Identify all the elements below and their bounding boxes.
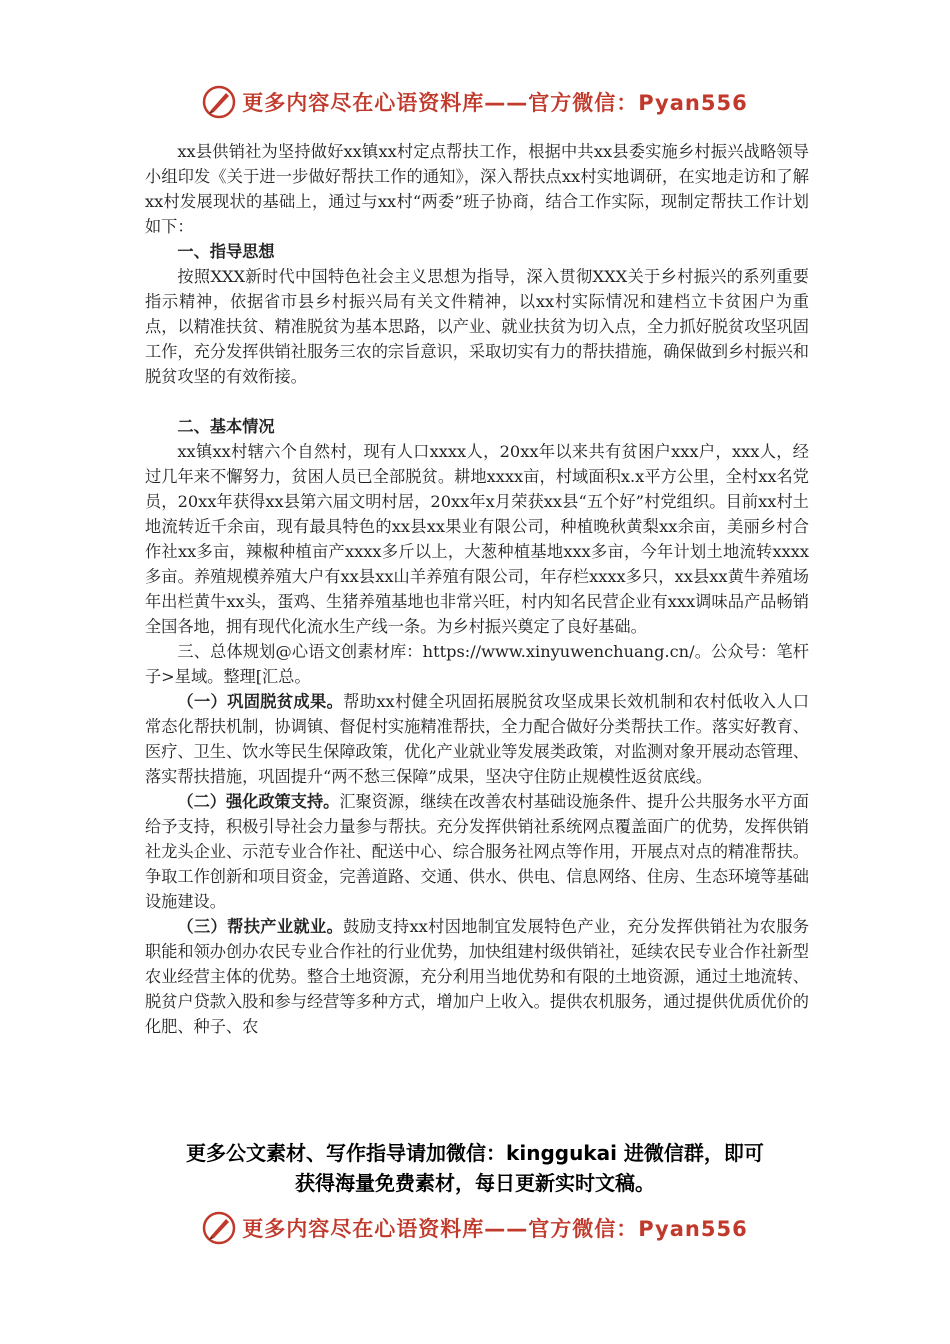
item1-paragraph — [145, 689, 809, 789]
item3-title: （三）帮扶产业就业。 — [177, 917, 344, 936]
spacer — [145, 389, 809, 414]
watermark-brand: 更多内容尽在心语资料库——官方微信： — [242, 91, 639, 115]
watermark-footer — [0, 1208, 950, 1248]
section3-line: 三、总体规划@心语文创素材库：https://www.xinyuwenchuang.cn/。公众号：笔杆子>星域。整理[汇总。 — [145, 642, 809, 686]
item3-body: 鼓励支持xx村因地制宜发展特色产业，充分发挥供销社为农服务职能和领办创办农民专业合作社的行业优势，加快组建村级供销社，延续农民专业合作社新型农业经营主体的优势。整合土地资源，充分利用当地优势和有限的土地资源，通过土地流转、脱贫户贷款入股和参与经营等多种方式，增加户上收入。提供农机服务，通过提供优质优价的化肥、种子、农 — [145, 917, 810, 1036]
pen-logo-icon — [202, 1211, 236, 1245]
promo-line-1: 更多公文素材、写作指导请加微信：kinggukai 进微信群，即可 — [186, 1141, 764, 1165]
watermark-id: Pyan556 — [638, 1217, 748, 1241]
watermark-text — [242, 1213, 747, 1243]
intro-paragraph: xx县供销社为坚持做好xx镇xx村定点帮扶工作，根据中共xx县委实施乡村振兴战略领导小组印发《关于进一步做好帮扶工作的通知》，深入帮扶点xx村实地调研，在实地走访和了解xx村发展现状的基础上，通过与xx村“两委”班子协商，结合工作实际，现制定帮扶工作计划如下： — [145, 142, 809, 236]
watermark-brand: 更多内容尽在心语资料库——官方微信： — [242, 1217, 639, 1241]
promo-banner — [0, 1138, 950, 1198]
item1-body: 帮助xx村健全巩固拓展脱贫攻坚成果长效机制和农村低收入人口常态化帮扶机制，协调镇、督促村实施精准帮扶，全力配合做好分类帮扶工作。落实好教育、医疗、卫生、饮水等民生保障政策，优化产业就业等发展类政策，对监测对象开展动态管理、落实帮扶措施，巩固提升“两不愁三保障”成果，坚决守住防止规模性返贫底线。 — [145, 692, 810, 786]
section2-paragraph: xx镇xx村辖六个自然村，现有人口xxxx人，20xx年以来共有贫困户xxx户，xxx人，经过几年来不懈努力，贫困人员已全部脱贫。耕地xxxx亩，村域面积x.x平方公里，全村xx名党员，20xx年获得xx县第六届文明村居，20xx年x月荣获xx县“五个好”村党组织。目前xx村土地流转近千余亩，现有最具特色的xx县xx果业有限公司，种植晚秋黄梨xx余亩，美丽乡村合作社xx多亩，辣椒种植亩产xxxx多斤以上，大葱种植基地xxx多亩，今年计划土地流转xxxx多亩。养殖规模养殖大户有xx县xx山羊养殖有限公司，年存栏xxxx多只，xx县xx黄牛养殖场年出栏黄牛xx头，蛋鸡、生猪养殖基地也非常兴旺，村内知名民营企业有xxx调味品产品畅销全国各地，拥有现代化流水生产线一条。为乡村振兴奠定了良好基础。 — [145, 442, 809, 636]
watermark-header — [0, 82, 950, 122]
item2-paragraph — [145, 789, 809, 914]
item3-paragraph — [145, 914, 809, 1039]
watermark-text — [242, 87, 747, 117]
document-body — [145, 139, 809, 1039]
item2-body: 汇聚资源，继续在改善农村基础设施条件、提升公共服务水平方面给予支持，积极引导社会力量参与帮扶。充分发挥供销社系统网点覆盖面广的优势，发挥供销社龙头企业、示范专业合作社、配送中心、综合服务社网点等作用，开展点对点的精准帮扶。争取工作创新和项目资金，完善道路、交通、供水、供电、信息网络、住房、生态环境等基础设施建设。 — [145, 792, 809, 911]
section1-heading: 一、指导思想 — [177, 242, 275, 261]
item1-title: （一）巩固脱贫成果。 — [177, 692, 344, 711]
item2-title: （二）强化政策支持。 — [177, 792, 340, 811]
promo-line-2: 获得海量免费素材，每日更新实时文稿。 — [295, 1171, 655, 1195]
watermark-id: Pyan556 — [638, 91, 748, 115]
section1-paragraph: 按照XXX新时代中国特色社会主义思想为指导，深入贯彻XXX关于乡村振兴的系列重要指示精神，依据省市县乡村振兴局有关文件精神，以xx村实际情况和建档立卡贫困户为重点，以精准扶贫、精准脱贫为基本思路，以产业、就业扶贫为切入点，全力抓好脱贫攻坚巩固工作，充分发挥供销社服务三农的宗旨意识，采取切实有力的帮扶措施，确保做到乡村振兴和脱贫攻坚的有效衔接。 — [145, 267, 809, 386]
pen-logo-icon — [202, 85, 236, 119]
section2-heading: 二、基本情况 — [177, 417, 275, 436]
